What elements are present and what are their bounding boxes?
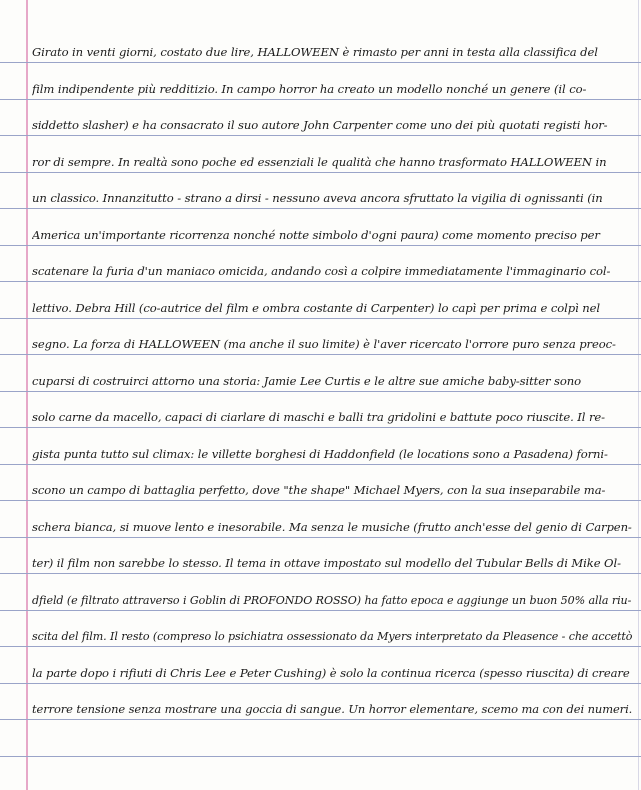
- ruled-line: [0, 756, 641, 757]
- text-line-9: segno. La forza di HALLOWEEN (ma anche il suo limite) è l'aver ricercato l'orrore puro senza preoc-: [32, 337, 616, 351]
- text-line-1: Girato in venti giorni, costato due lire, HALLOWEEN è rimasto per anni in testa alla classifica del: [32, 45, 598, 59]
- page-edge: [638, 0, 639, 790]
- text-line-8: lettivo. Debra Hill (co-autrice del film e ombra costante di Carpenter) lo capì per prima e colpì nel: [32, 301, 600, 315]
- text-line-10: cuparsi di costruirci attorno una storia: Jamie Lee Curtis e le altre sue amiche baby-sitter sono: [32, 374, 581, 388]
- text-line-17: scita del film. Il resto (compreso lo psichiatra ossessionato da Myers interpretato da Pleasence - che accettò: [32, 629, 632, 643]
- text-line-13: scono un campo di battaglia perfetto, dove "the shape" Michael Myers, con la sua inseparabile ma-: [32, 483, 606, 497]
- text-line-2: film indipendente più redditizio. In campo horror ha creato un modello nonché un genere (il co-: [32, 82, 587, 96]
- margin-line: [26, 0, 28, 790]
- text-line-3: siddetto slasher) e ha consacrato il suo autore John Carpenter come uno dei più quotati registi hor-: [32, 118, 608, 132]
- text-line-11: solo carne da macello, capaci di ciarlare di maschi e balli tra gridolini e battute poco riuscite. Il re-: [32, 410, 605, 424]
- text-line-18: la parte dopo i rifiuti di Chris Lee e Peter Cushing) è solo la continua ricerca (spesso riuscita) di creare: [32, 666, 630, 680]
- text-line-14: schera bianca, si muove lento e inesorabile. Ma senza le musiche (frutto anch'esse del genio di Carpen-: [32, 520, 632, 534]
- text-line-19: terrore tensione senza mostrare una goccia di sangue. Un horror elementare, scemo ma con dei numeri.: [32, 702, 632, 716]
- text-line-7: scatenare la furia d'un maniaco omicida, andando così a colpire immediatamente l'immaginario col-: [32, 264, 611, 278]
- text-line-5: un classico. Innanzitutto - strano a dirsi - nessuno aveva ancora sfruttato la vigilia di ognissanti (in: [32, 191, 603, 205]
- text-line-4: ror di sempre. In realtà sono poche ed essenziali le qualità che hanno trasformato HALLOWEEN in: [32, 155, 607, 169]
- text-line-15: ter) il film non sarebbe lo stesso. Il tema in ottave impostato sul modello del Tubular Bells di Mike Ol-: [32, 556, 621, 570]
- text-line-12: gista punta tutto sul climax: le villette borghesi di Haddonfield (le locations sono a Pasadena) forni-: [32, 447, 608, 461]
- text-line-16: dfield (e filtrato attraverso i Goblin di PROFONDO ROSSO) ha fatto epoca e aggiunge un buon 50% alla riu-: [32, 593, 632, 607]
- text-line-6: America un'importante ricorrenza nonché notte simbolo d'ogni paura) come momento preciso per: [32, 228, 600, 242]
